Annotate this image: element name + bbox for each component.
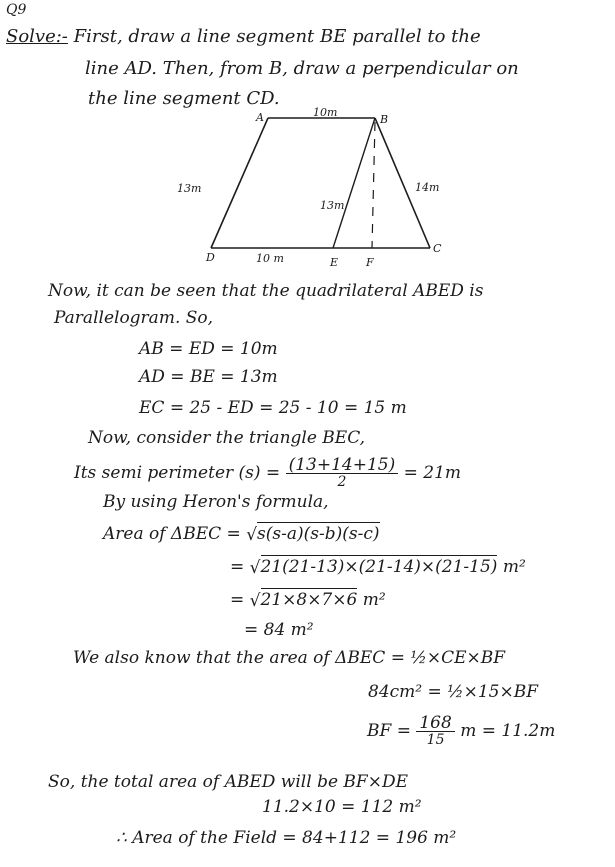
area-step-2 (230, 590, 386, 611)
step2-radicand: 21×8×7×6 (260, 590, 358, 610)
bf-denominator: 15 (426, 732, 445, 748)
eq-ad-be: AD = BE = 13m (139, 367, 278, 387)
sqrt-icon: √ (246, 524, 258, 545)
step1-unit: m² (502, 557, 526, 577)
length-bc: 14m (415, 181, 440, 194)
label-e: E (330, 256, 339, 269)
segment-be (333, 118, 375, 248)
semi-prefix: Its semi perimeter (s) = (74, 463, 281, 483)
text-heron: By using Heron's formula, (103, 492, 329, 512)
label-f: F (366, 256, 374, 269)
semi-numerator: (13+14+15) (286, 457, 399, 474)
sqrt-icon: √ (249, 557, 261, 578)
intro-text-1: First, draw a line segment BE parallel to the (73, 26, 481, 47)
bf-numerator: 168 (416, 715, 454, 732)
question-number: Q9 (6, 2, 27, 18)
label-d: D (206, 251, 215, 264)
text-now-seen-2: Parallelogram. So, (54, 308, 214, 328)
eq-ec: EC = 25 - ED = 25 - 10 = 15 m (139, 398, 407, 418)
final-answer: ∴ Area of the Field = 84+112 = 196 m² (116, 828, 457, 848)
area-step-1 (230, 557, 526, 578)
label-c: C (433, 242, 442, 255)
length-ad: 13m (177, 182, 202, 195)
edge-ad (211, 118, 268, 248)
area-radicand: s(s-a)(s-b)(s-c) (257, 524, 380, 544)
step2-unit: m² (362, 590, 386, 610)
area-formula (103, 524, 380, 545)
step2-prefix: = (230, 590, 245, 610)
area-step-3: = 84 m² (244, 620, 314, 640)
total-calc: 11.2×10 = 112 m² (262, 797, 422, 817)
semi-denominator: 2 (337, 474, 347, 490)
semi-result: = 21m (403, 463, 462, 483)
intro-line-2: line AD. Then, from B, draw a perpendicular on (85, 58, 519, 79)
eq-bf (367, 715, 555, 748)
length-ab: 10m (313, 106, 338, 119)
label-b: B (380, 113, 389, 126)
length-be: 13m (320, 199, 345, 212)
step1-prefix: = (230, 557, 245, 577)
area-prefix: Area of ΔBEC = (103, 524, 241, 544)
bf-result: m = 11.2m (460, 721, 556, 741)
length-de: 10 m (256, 252, 284, 265)
bf-fraction (416, 715, 454, 748)
text-now-seen-1: Now, it can be seen that the quadrilateral ABED is (48, 281, 484, 301)
text-total-area: So, the total area of ABED will be BF×DE (48, 772, 408, 792)
text-we-also-know: We also know that the area of ΔBEC = ½×CE×BF (73, 648, 506, 668)
eq-84: 84cm² = ½×15×BF (368, 682, 539, 702)
text-consider: Now, consider the triangle BEC, (88, 428, 366, 448)
step1-radicand: 21(21-13)×(21-14)×(21-15) (260, 557, 498, 577)
intro-line-3: the line segment CD. (88, 88, 280, 109)
sqrt-icon: √ (249, 590, 261, 611)
eq-ab-ed: AB = ED = 10m (139, 339, 278, 359)
perpendicular-bf (372, 122, 375, 248)
label-a: A (256, 111, 264, 124)
semi-perimeter (74, 457, 461, 490)
bf-prefix: BF = (367, 721, 411, 741)
semi-fraction (286, 457, 399, 490)
solve-label: Solve:- (6, 26, 68, 47)
